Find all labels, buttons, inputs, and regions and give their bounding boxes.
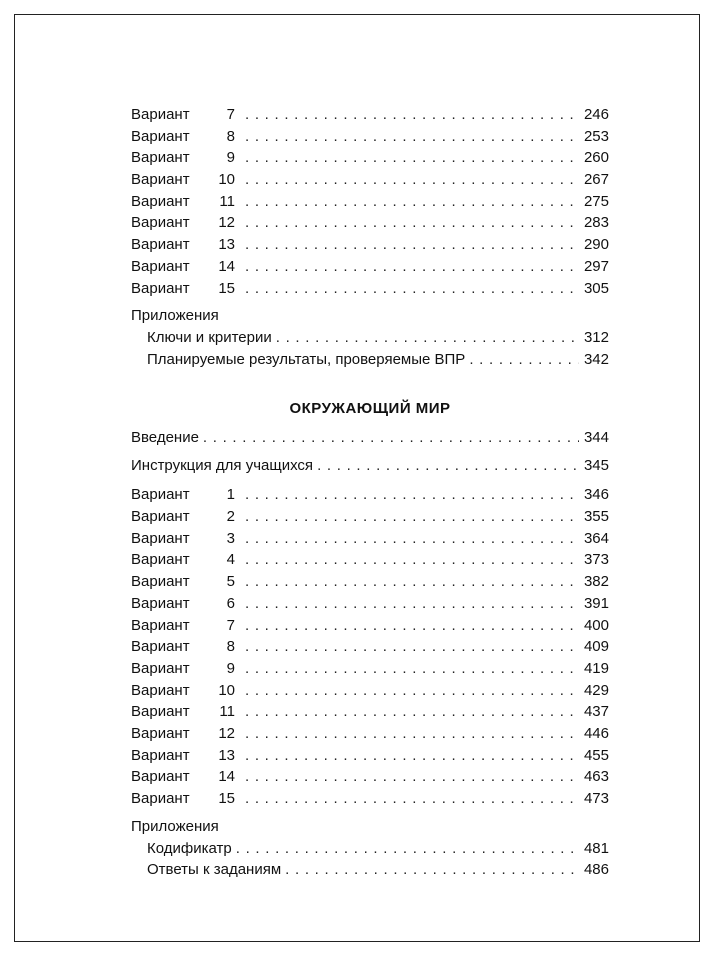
toc-entry-variant[interactable] [131,658,609,680]
page-number: 267 [583,171,609,189]
entry-label: Вариант [131,279,190,297]
variant-number: 3 [226,529,235,547]
dot-leader [245,593,579,615]
variant-number: 12 [218,724,235,742]
page-number: 312 [583,329,609,347]
entry-label: Вариант [131,703,190,721]
appendix-list [131,838,609,881]
variant-number: 10 [218,171,235,189]
dot-leader [245,126,579,148]
page-number: 260 [583,149,609,167]
page-number: 481 [583,839,609,857]
dot-leader [245,191,579,213]
dot-leader [245,766,579,788]
entry-label: Вариант [131,236,190,254]
variant-number: 8 [226,127,235,145]
appendix-heading: Приложения [131,307,219,325]
entry-label: Вариант [131,127,190,145]
toc-entry-appendix[interactable] [147,838,609,860]
dot-leader [245,615,579,637]
entry-label: Вариант [131,486,190,504]
entry-label: Вариант [131,768,190,786]
section-title: ОКРУЖАЮЩИЙ МИР [289,400,451,417]
entry-label: Ключи и критерии [147,329,272,347]
page-number: 355 [583,508,609,526]
dot-leader [245,234,579,256]
toc-entry-variant[interactable] [131,615,609,637]
page-number: 409 [583,638,609,656]
page-number: 382 [583,573,609,591]
toc-entry-variant[interactable] [131,278,609,300]
toc-entry-appendix[interactable] [147,859,609,881]
toc-entry-variant[interactable] [131,147,609,169]
variant-number: 2 [226,508,235,526]
entry-label: Вариант [131,508,190,526]
dot-leader [245,256,579,278]
page-number: 419 [583,659,609,677]
variant-number: 15 [218,279,235,297]
dot-leader [245,484,579,506]
toc-entry-variant[interactable] [131,723,609,745]
page-number: 429 [583,681,609,699]
dot-leader [469,349,579,371]
page-number: 290 [583,236,609,254]
page-number: 283 [583,214,609,232]
variant-number: 11 [219,192,235,210]
entry-label: Инструкция для учащихся [131,456,314,474]
variant-number: 9 [226,659,235,677]
variant-number: 14 [218,257,235,275]
dot-leader [245,701,579,723]
toc-entry-variant[interactable] [131,234,609,256]
page-number: 345 [583,456,609,474]
variant-list [131,104,609,299]
entry-label: Вариант [131,106,190,123]
toc-entry-variant[interactable] [131,680,609,702]
variant-number: 11 [219,703,235,721]
dot-leader [245,528,579,550]
variant-number: 10 [218,681,235,699]
page-number: 346 [583,486,609,504]
appendix-heading: Приложения [131,817,219,835]
variant-number: 9 [226,149,235,167]
dot-leader [245,212,579,234]
entry-label: Вариант [131,257,190,275]
variant-number: 5 [226,573,235,591]
variant-number: 12 [218,214,235,232]
toc-entry-variant[interactable] [131,191,609,213]
variant-number: 4 [226,551,235,569]
toc-entry-variant[interactable] [131,126,609,148]
entry-label: Вариант [131,790,190,807]
page-number: 364 [583,529,609,547]
entry-label: Вариант [131,551,190,569]
entry-label: Вариант [131,171,190,189]
toc-entry-variant[interactable] [131,256,609,278]
page-number: 253 [583,127,609,145]
dot-leader [245,169,579,191]
variant-number: 7 [226,106,235,123]
dot-leader [245,723,579,745]
entry-label: Планируемые результаты, проверяемые ВПР [147,350,466,368]
toc-entry-variant[interactable] [131,636,609,658]
toc-entry-variant[interactable] [131,701,609,723]
entry-label: Вариант [131,594,190,612]
toc-entry-variant[interactable] [131,169,609,191]
page-number: 486 [583,861,609,879]
dot-leader [245,147,579,169]
page-number: 373 [583,551,609,569]
dot-leader [285,859,579,881]
toc-entry-variant[interactable] [131,766,609,788]
toc-entry-appendix[interactable] [147,327,609,349]
page-number: 305 [583,279,609,297]
toc-entry-variant[interactable] [131,788,609,810]
page-number: 275 [583,192,609,210]
toc-entry-intro[interactable] [131,427,609,449]
entry-label: Вариант [131,616,190,634]
toc-entry-variant[interactable] [131,484,609,506]
dot-leader [245,658,579,680]
dot-leader [276,327,579,349]
variant-number: 13 [218,746,235,764]
toc-section-2 [131,427,609,881]
page-number: 473 [583,790,609,807]
dot-leader [236,838,579,860]
dot-leader [245,104,579,126]
variant-number: 13 [218,236,235,254]
dot-leader [245,506,579,528]
dot-leader [245,745,579,767]
entry-label: Вариант [131,149,190,167]
page-number: 400 [583,616,609,634]
toc-entry-variant[interactable] [131,104,609,126]
entry-label: Вариант [131,724,190,742]
dot-leader [245,571,579,593]
page-number: 437 [583,703,609,721]
entry-label: Кодификатр [147,839,232,857]
variant-list [131,484,609,809]
entry-label: Вариант [131,192,190,210]
dot-leader [245,680,579,702]
variant-number: 6 [226,594,235,612]
entry-label: Вариант [131,681,190,699]
page-number: 446 [583,724,609,742]
page-number: 455 [583,746,609,764]
variant-number: 8 [226,638,235,656]
toc-entry-variant[interactable] [131,549,609,571]
toc-entry-variant[interactable] [131,528,609,550]
entry-label: Вариант [131,638,190,656]
toc-entry-variant[interactable] [131,571,609,593]
entry-label: Вариант [131,529,190,547]
page-number: 342 [583,350,609,368]
appendix-list [131,327,609,370]
page-number: 463 [583,768,609,786]
toc-entry-appendix[interactable] [147,349,609,371]
dot-leader [245,788,579,810]
dot-leader [203,427,579,449]
dot-leader [245,636,579,658]
variant-number: 1 [226,486,235,504]
entry-label: Вариант [131,659,190,677]
dot-leader [245,278,579,300]
entry-label: Вариант [131,746,190,764]
toc-entry-instructions[interactable] [131,455,609,477]
page-number: 297 [583,257,609,275]
dot-leader [317,455,579,477]
toc-entry-variant[interactable] [131,212,609,234]
toc-entry-variant[interactable] [131,745,609,767]
toc-section-1 [131,104,609,371]
variant-number: 7 [226,616,235,634]
toc-entry-variant[interactable] [131,506,609,528]
entry-label: Введение [131,429,199,446]
variant-number: 15 [218,790,235,807]
entry-label: Вариант [131,573,190,591]
page-number: 344 [583,429,609,446]
entry-label: Вариант [131,214,190,232]
page-number: 391 [583,594,609,612]
toc-entry-variant[interactable] [131,593,609,615]
variant-number: 14 [218,768,235,786]
entry-label: Ответы к заданиям [147,861,282,879]
dot-leader [245,549,579,571]
page-number: 246 [583,106,609,123]
